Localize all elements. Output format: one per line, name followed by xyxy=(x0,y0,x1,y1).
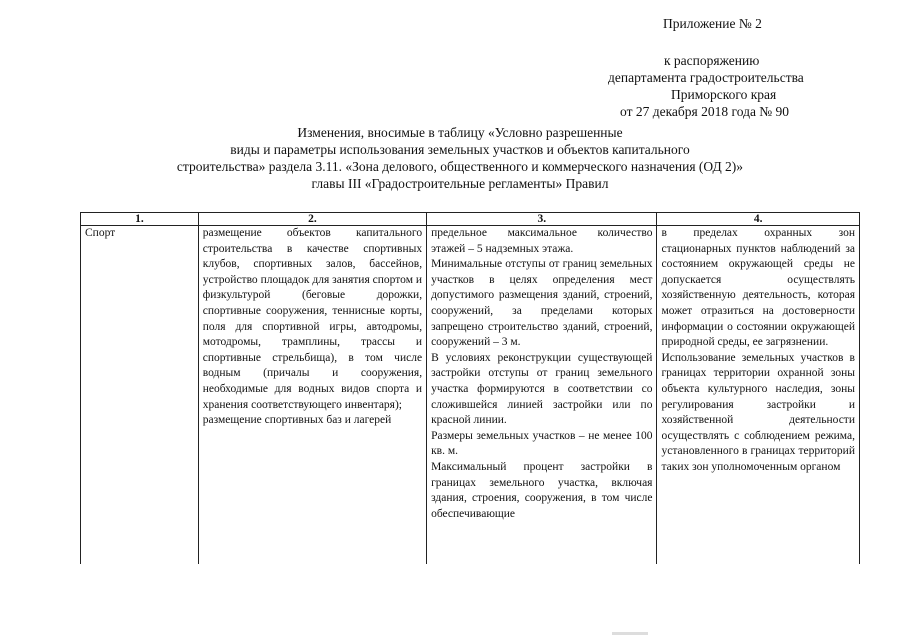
document-title xyxy=(140,124,780,192)
region-line: Приморского края xyxy=(671,87,777,102)
scan-artifact xyxy=(612,632,648,635)
title-line-2: виды и параметры использования земельных участков и объектов капитального xyxy=(230,142,690,157)
department-line: департамента градостроительства xyxy=(608,70,804,85)
parameters-paragraph: Минимальные отступы от границ земельных участков в целях определения мест допустимого размещения зданий, строений, сооружений, за пределами которых запрещено строительство зданий, строений, сооружений – 3 м. xyxy=(431,258,653,349)
column-header-4: 4. xyxy=(657,213,860,226)
regulations-table xyxy=(80,212,860,564)
parameters-paragraph: Максимальный процент застройки в границах земельного участка, включая здания, строения, сооружения, в том числе обеспечивающие xyxy=(431,460,653,520)
cell-parameters xyxy=(427,226,657,565)
parameters-paragraph: Размеры земельных участков – не менее 100 кв. м. xyxy=(431,429,653,458)
column-header-2: 2. xyxy=(198,213,426,226)
order-date-line: от 27 декабря 2018 года № 90 xyxy=(620,104,790,119)
cell-use-type: Спорт xyxy=(81,226,199,565)
order-reference-line: к распоряжению xyxy=(664,53,760,68)
restrictions-paragraph: в пределах охранных зон стационарных пунктов наблюдений за состоянием окружающей среды не допускается осуществлять хозяйственную деятельность, которая может отразиться на достоверности информации о состоянии окружающей природной среды, ее загрязнении. xyxy=(661,227,855,349)
title-line-4: главы III «Градостроительные регламенты» Правил xyxy=(311,176,609,191)
restrictions-paragraph: Использование земельных участков в границах территории охранной зоны объекта культурного наследия, зоны регулирования застройки и хозяйственной деятельности осуществлять с соблюдением режима, установленного в границах территорий таких зон уполномоченным органом xyxy=(661,351,855,473)
cell-restrictions xyxy=(657,226,860,565)
table-row xyxy=(81,226,860,565)
title-line-1: Изменения, вносимые в таблицу «Условно разрешенные xyxy=(297,125,623,140)
use-description-paragraph: размещение спортивных баз и лагерей xyxy=(202,414,392,427)
parameters-paragraph: предельное максимальное количество этажей – 5 надземных этажа. xyxy=(431,227,653,255)
table-header-row xyxy=(81,213,860,226)
appendix-number: Приложение № 2 xyxy=(663,16,762,31)
parameters-paragraph: В условиях реконструкции существующей застройки отступы от границ земельного участка формируются в соответствии со сложившейся линией застройки или по красной линии. xyxy=(431,351,653,427)
cell-use-description xyxy=(198,226,426,565)
use-description-paragraph: размещение объектов капитального строительства в качестве спортивных клубов, спортивных залов, бассейнов, устройство площадок для занятия спортом и физкультурой (беговые дорожки, спортивные сооружения, теннисные корты, поля для спортивной игры, автодромы, мотодромы, трамплины, трассы и спортивные стрельбища), в том числе водным (причалы и сооружения, необходимые для водных видов спорта и хранения соответствующего инвентаря); xyxy=(202,227,423,411)
column-header-3: 3. xyxy=(427,213,657,226)
title-line-3: строительства» раздела 3.11. «Зона делового, общественного и коммерческого назначения (ОД 2)» xyxy=(176,159,744,174)
column-header-1: 1. xyxy=(81,213,199,226)
